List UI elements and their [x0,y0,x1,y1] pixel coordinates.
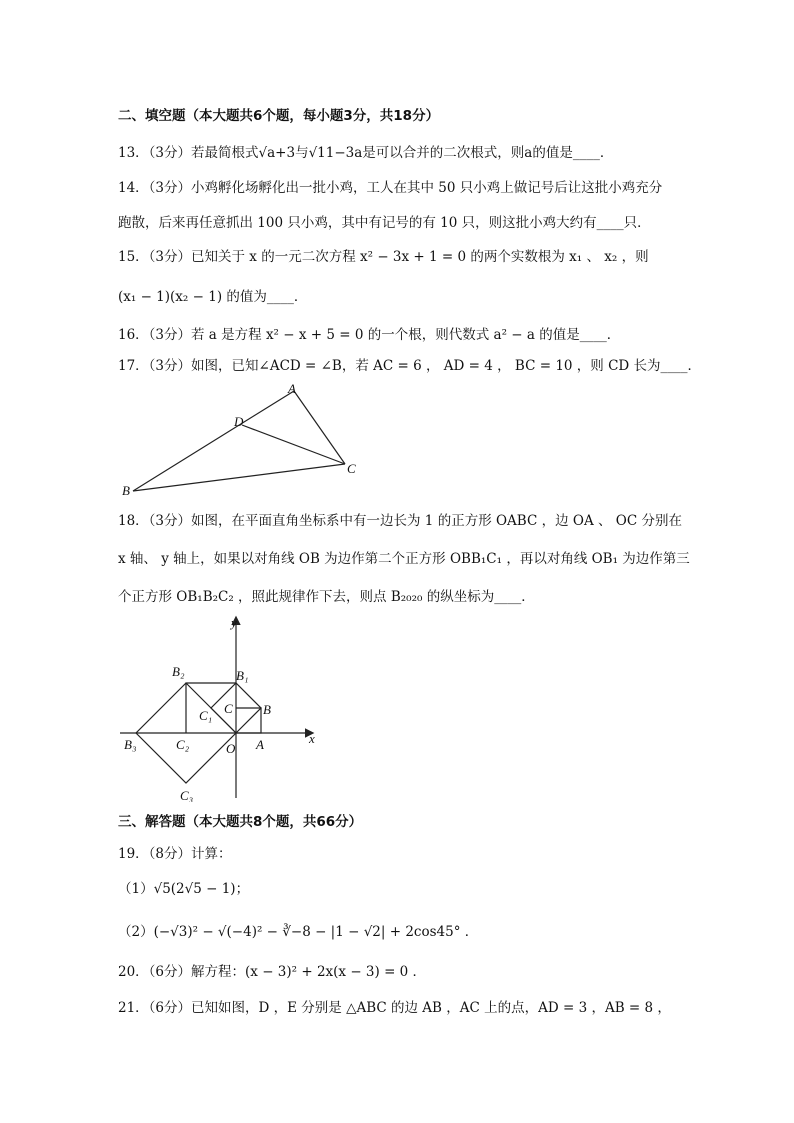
question-18-line-3: 个正方形 OB₁B₂C₂ ，照此规律作下去，则点 B₂₀₂₀ 的纵坐标为____． [118,589,535,605]
label-c2: C₂ [176,737,190,752]
side-bc [133,464,345,491]
label-c: C [224,701,233,716]
question-15-line-1: 15．（3分）已知关于 x 的一元二次方程 x² − 3x + 1 = 0 的两个实数根为 x₁ 、 x₂ ，则 [118,249,649,265]
label-b1: B₁ [236,668,249,683]
label-c1: C₁ [199,708,213,723]
label-b3: B₃ [124,737,137,752]
label-y: y [231,615,237,630]
label-d: D [234,414,244,429]
side-ac [294,391,345,464]
label-o: O [226,741,236,756]
question-19-part-2: （2）(−√3)² − √(−4)² − ∛−8 − |1 − √2| + 2cos45° ． [118,924,479,940]
question-16: 16．（3分）若 a 是方程 x² − x + 5 = 0 的一个根，则代数式 a² − a 的值是____． [118,327,621,343]
segment-cd [242,425,345,464]
coordinate-figure-q18 [118,612,328,802]
label-c: C [347,461,356,476]
question-17: 17．（3分）如图，已知∠ACD = ∠B，若 AC = 6 ， AD = 4 ， BC = 10 ，则 CD 长为____． [118,358,702,374]
label-b: B [263,702,271,717]
label-a: A [288,381,296,396]
question-18-line-1: 18．（3分）如图，在平面直角坐标系中有一边长为 1 的正方形 OABC ，边 OA 、 OC 分别在 [118,513,682,529]
label-b: B [122,483,130,498]
question-21: 21．（6分）已知如图，D ，E 分别是 △ABC 的边 AB ，AC 上的点，AD = 3 ，AB = 8 ， [118,1000,671,1016]
label-a: A [256,737,264,752]
question-14-line-2: 跑散，后来再任意抓出 100 只小鸡，其中有记号的有 10 只，则这批小鸡大约有____只． [118,215,651,231]
question-15-line-2: (x₁ − 1)(x₂ − 1) 的值为____． [118,289,308,305]
section-2-heading: 二、填空题（本大题共6个题，每小题3分，共18分） [118,108,440,124]
question-14-line-1: 14．（3分）小鸡孵化场孵化出一批小鸡，工人在其中 50 只小鸡上做记号后让这批小鸡充分 [118,180,663,196]
question-19-title: 19．（8分）计算： [118,846,232,862]
question-13: 13．（3分）若最简根式√a+3与√11−3a是可以合并的二次根式，则a的值是____． [118,145,614,161]
side-ba [133,391,294,491]
question-20: 20．（6分）解方程：(x − 3)² + 2x(x − 3) = 0 ． [118,964,427,980]
triangle-figure-q17 [118,380,368,500]
label-c3: C₃ [180,788,194,802]
question-19-part-1: （1）√5(2√5 − 1)； [118,881,250,897]
label-b2: B₂ [172,664,185,679]
question-18-line-2: x 轴、 y 轴上，如果以对角线 OB 为边作第二个正方形 OBB₁C₁ ，再以对角线 OB₁ 为边作第三 [118,551,690,567]
section-3-heading: 三、解答题（本大题共8个题，共66分） [118,814,363,830]
label-x: x [309,731,315,746]
